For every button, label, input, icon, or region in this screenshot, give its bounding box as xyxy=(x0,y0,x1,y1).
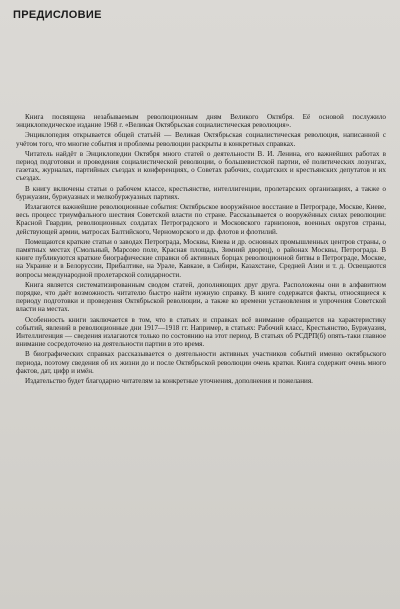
paragraph-4: В книгу включены статьи о рабочем классе, крестьянстве, интеллигенции, пролетарских организациях, а также о буржуазии, буржуазных и мелкобуржуазных партиях. xyxy=(16,184,386,201)
paragraph-7: Книга является систематизированным сводом статей, дополняющих друг друга. Расположены они в алфавитном порядке, что даёт возможность читателю быстро найти нужную справку. В книге содержатся факты, относящиеся к периоду подготовки и проведения Октябрьской революции, а также ко времени установления и упрочения Советской власти на местах. xyxy=(16,280,386,314)
paragraph-8: Особенность книги заключается в том, что в статьях и справках всё внимание обращается на характеристику событий, явлений в революционные дни 1917—1918 гг. Например, в статьях: Рабочий класс, Крестьянство, Буржуазия, Интеллигенция — сведения излагаются только по состоянию на этот период. В статьях об РСДРП(б) опять-таки главное внимание сосредоточено на деятельности партии в это время. xyxy=(16,315,386,349)
preface-body xyxy=(16,113,386,387)
paragraph-6: Помещаются краткие статьи о заводах Петрограда, Москвы, Киева и др. основных промышленных центров страны, о памятных местах (Смольный, Марсово поле, Красная площадь, Зимний дворец), о районах Москвы, Петрограда. В книге публикуются краткие биографические справки об активных борцах революционной битвы в Петрограде, Москве, на Украине и в Белоруссии, Прибалтике, на Урале, Кавказе, в Сибири, Казахстане, Средней Азии и т. д. Освещаются вопросы международной пролетарской солидарности. xyxy=(16,237,386,279)
paragraph-3: Читатель найдёт в Энциклопедии Октября много статей о деятельности В. И. Ленина, его важнейших работах в период подготовки и проведения социалистической революции, о большевистской партии, её политических лозунгах, газетах, журналах, партийных съездах и конференциях, о Советах рабочих, солдатских и крестьянских депутатов и их съездах. xyxy=(16,149,386,183)
paragraph-1: Книга посвящена незабываемым революционным дням Великого Октября. Её основой послужило энциклопедическое издание 1968 г. «Великая Октябрьская социалистическая революция». xyxy=(16,113,386,130)
page-title: ПРЕДИСЛОВИЕ xyxy=(13,9,102,21)
paragraph-9: В биографических справках рассказывается о деятельности активных участников событий именно октябрьского периода, поэтому сведения об их жизни до и после Октябрьской революции очень кратки. Книга содержит очень много фактов, дат, цифр и имён. xyxy=(16,350,386,375)
paragraph-2: Энциклопедия открывается общей статьёй — Великая Октябрьская социалистическая революция, написанной с учётом того, что многие события и проблемы революции раскрыты в конкретных справках. xyxy=(16,131,386,148)
paragraph-10: Издательство будет благодарно читателям за конкретные уточнения, дополнения и пожелания. xyxy=(25,377,313,386)
paragraph-5: Излагаются важнейшие революционные события: Октябрьское вооружённое восстание в Петрограде, Москве, Киеве, весь процесс триумфального шествия Советской власти по стране. Рассказывается о вооружённых силах революции: Красной Гвардии, революционных солдатах Петроградского и Московского гарнизонов, военных округов страны, действующей армии, матросах Балтийского, Черноморского и др. флотов и флотилий. xyxy=(16,203,386,236)
